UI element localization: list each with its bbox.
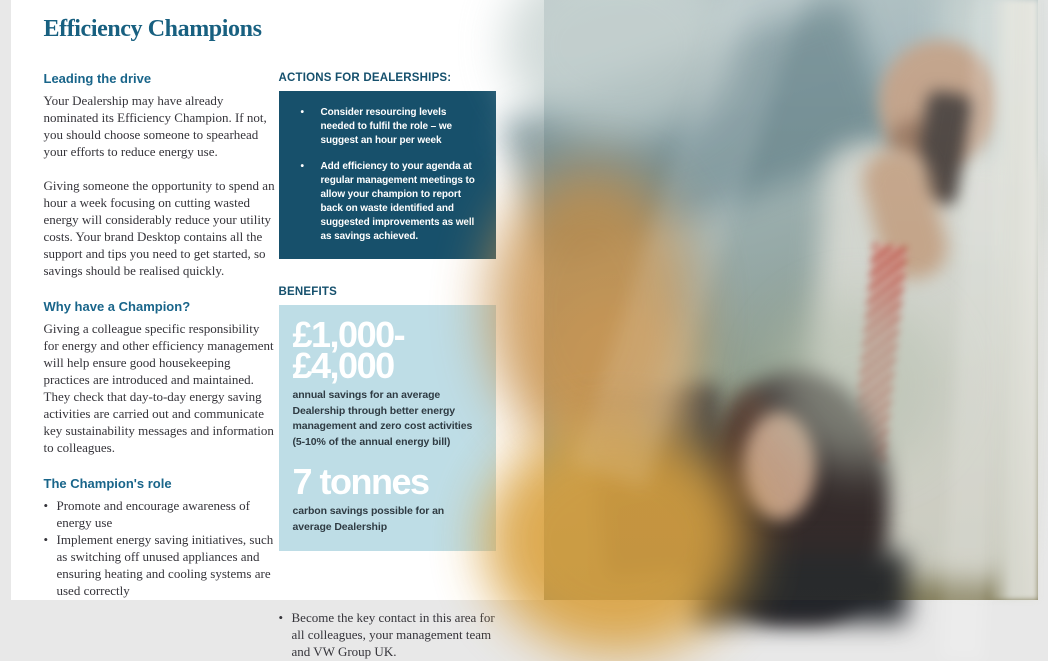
photo-woman-hair-highlight [722, 388, 777, 508]
bullet-icon: • [43, 498, 49, 513]
champions-role-continuation [279, 609, 496, 660]
bullet-icon: • [278, 610, 284, 625]
photo-bokeh-amber [484, 425, 749, 655]
photo-man-hand [856, 142, 954, 287]
photo-woman-hair [707, 372, 889, 622]
photo-glass-reflection-1 [574, 0, 818, 488]
list-item [301, 106, 480, 148]
savings-stat-line2: £4,000 [292, 345, 394, 386]
savings-stat-value [292, 314, 482, 386]
photo-ceiling-shadow [498, 0, 899, 269]
savings-stat-line1: £1,000- [292, 314, 405, 355]
photo-woman-body [692, 552, 907, 622]
photo-top-right-light [942, 0, 1042, 240]
brochure-page [11, 0, 1038, 659]
actions-callout-box [279, 91, 496, 259]
photo-woman-face [744, 412, 816, 520]
carbon-stat-caption: carbon savings possible for an average Dealership [292, 505, 445, 533]
photo-man-head [879, 40, 999, 166]
list-item-text: Implement energy saving initiatives, such as switching off unused appliances and ensuring heating and cooling systems are used correctly [56, 532, 274, 598]
photo-man-shirt [797, 141, 1048, 586]
list-item [279, 609, 496, 660]
list-item [44, 531, 276, 599]
office-photo [544, 0, 1038, 600]
bullet-icon: • [43, 532, 49, 547]
carbon-stat-value: 7 tonnes [292, 461, 429, 502]
bullet-icon: • [300, 107, 304, 118]
page-title: Efficiency Champions [43, 16, 262, 42]
benefits-callout-box [279, 305, 496, 551]
left-text-column [44, 70, 276, 599]
photo-monitor [586, 382, 737, 580]
photo-man-beard [889, 120, 944, 165]
list-item [301, 160, 480, 244]
benefits-section [279, 286, 496, 551]
list-item-text: Add efficiency to your agenda at regular management meetings to allow your champion to report back on waste identified and suggested improvements as well as savings achieved. [320, 161, 475, 242]
benefits-heading: BENEFITS [278, 286, 337, 298]
photo-bokeh-pale-2 [772, 298, 947, 468]
bullet-icon: • [300, 161, 304, 172]
section-heading-champions-role: The Champion's role [43, 476, 172, 491]
photo-glass-reflection-2 [940, 0, 1019, 661]
section-heading-why-have-a-champion: Why have a Champion? [43, 299, 191, 314]
savings-stat-caption: annual savings for an average Dealership through better energy management and zero cost activities (5-10% of the annual energy bill) [292, 389, 473, 448]
list-item-text: Promote and encourage awareness of energy use [56, 498, 250, 530]
list-item [44, 497, 276, 531]
body-paragraph: Your Dealership may have already nominated its Efficiency Champion. If not, you should choose someone to spearhead your efforts to reduce energy use. [43, 93, 267, 159]
photo-striped-tie [850, 244, 906, 461]
middle-column [279, 72, 496, 660]
photo-bokeh-pale-1 [540, 295, 690, 470]
photo-phone [909, 89, 974, 207]
list-item-text: Consider resourcing levels needed to fulfil the role – we suggest an hour per week [320, 107, 452, 146]
champions-role-list [44, 497, 276, 599]
actions-heading: ACTIONS FOR DEALERSHIPS: [278, 72, 452, 84]
body-paragraph: Giving someone the opportunity to spend an hour a week focusing on cutting wasted energy will considerably reduce your utility costs. Your brand Desktop contains all the support and tips you need to get started, so savings should be realised quickly. [43, 178, 275, 278]
photo-bokeh-orange [489, 165, 694, 455]
section-heading-leading-the-drive: Leading the drive [43, 71, 152, 86]
photo-right-light-band [988, 0, 1038, 600]
body-paragraph: Giving a colleague specific responsibility for energy and other efficiency management will help ensure good housekeeping practices are introduced and maintained. They check that day-to-day energy saving activities are carried out and communicate key sustainability messages and information to colleagues. [43, 321, 274, 455]
list-item-text: Become the key contact in this area for all colleagues, your management team and VW Group UK. [291, 610, 495, 659]
